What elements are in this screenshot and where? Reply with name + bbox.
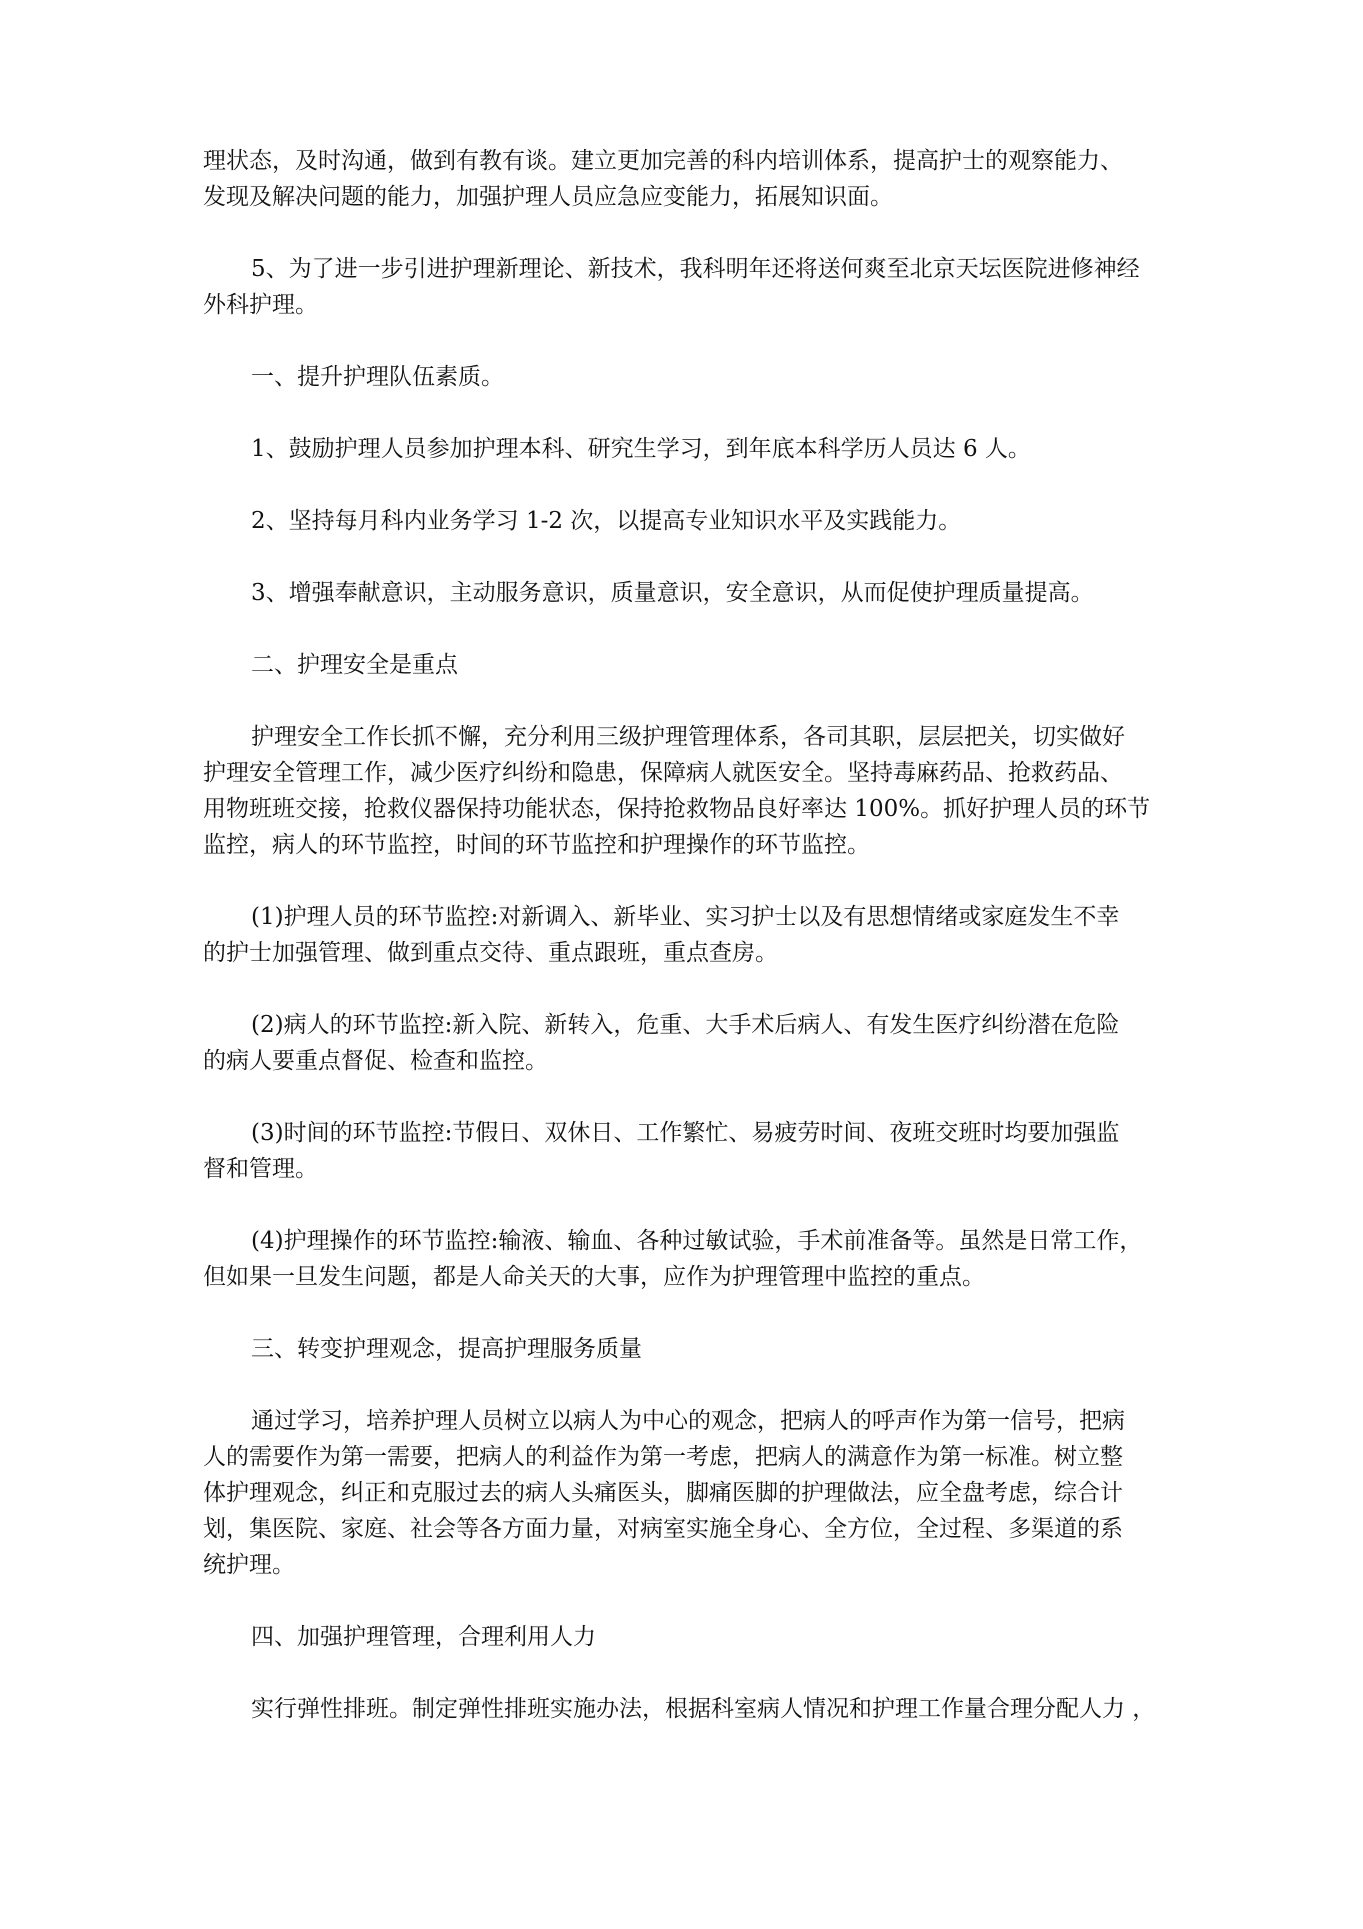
text-line: 统护理。 — [203, 1552, 295, 1578]
text-line: 的病人要重点督促、检查和监控。 — [203, 1048, 548, 1074]
text-line: 人的需要作为第一需要，把病人的利益作为第一考虑，把病人的满意作为第一标准。树立整 — [203, 1444, 1123, 1470]
section-heading — [203, 359, 1181, 395]
text-line: (1)护理人员的环节监控:对新调入、新毕业、实习护士以及有思想情绪或家庭发生不幸 — [251, 904, 1120, 930]
text-line: 四、加强护理管理，合理利用人力 — [251, 1624, 596, 1650]
section-heading — [203, 1619, 1181, 1655]
body-paragraph — [203, 431, 1181, 467]
text-line: 监控，病人的环节监控，时间的环节监控和护理操作的环节监控。 — [203, 832, 870, 858]
text-line: 用物班班交接，抢救仪器保持功能状态，保持抢救物品良好率达 100%。抓好护理人员的环节 — [203, 796, 1151, 822]
body-paragraph — [203, 251, 1181, 323]
body-paragraph — [203, 1115, 1181, 1187]
text-line: 二、护理安全是重点 — [251, 652, 458, 678]
text-line: 三、转变护理观念，提高护理服务质量 — [251, 1336, 642, 1362]
text-line: 一、提升护理队伍素质。 — [251, 364, 504, 390]
document-body — [203, 143, 1181, 1763]
text-line: 划，集医院、家庭、社会等各方面力量，对病室实施全身心、全方位，全过程、多渠道的系 — [203, 1516, 1123, 1542]
text-line: 通过学习，培养护理人员树立以病人为中心的观念，把病人的呼声作为第一信号，把病 — [251, 1408, 1125, 1434]
text-line: 的护士加强管理、做到重点交待、重点跟班，重点查房。 — [203, 940, 778, 966]
text-line: (2)病人的环节监控:新入院、新转入，危重、大手术后病人、有发生医疗纠纷潜在危险 — [251, 1012, 1120, 1038]
text-line: 护理安全工作长抓不懈，充分利用三级护理管理体系，各司其职，层层把关，切实做好 — [251, 724, 1125, 750]
text-line: 1、鼓励护理人员参加护理本科、研究生学习，到年底本科学历人员达 6 人。 — [251, 436, 1031, 462]
text-line: (3)时间的环节监控:节假日、双休日、工作繁忙、易疲劳时间、夜班交班时均要加强监 — [251, 1120, 1120, 1146]
body-paragraph — [203, 1691, 1181, 1727]
text-line: 但如果一旦发生问题，都是人命关天的大事，应作为护理管理中监控的重点。 — [203, 1264, 985, 1290]
text-line: 护理安全管理工作，减少医疗纠纷和隐患，保障病人就医安全。坚持毒麻药品、抢救药品、 — [203, 760, 1123, 786]
text-line: 外科护理。 — [203, 292, 318, 318]
body-paragraph — [203, 719, 1181, 863]
text-line: 发现及解决问题的能力，加强护理人员应急应变能力，拓展知识面。 — [203, 184, 893, 210]
text-line: 5、为了进一步引进护理新理论、新技术，我科明年还将送何爽至北京天坛医院进修神经 — [251, 256, 1140, 282]
body-paragraph — [203, 575, 1181, 611]
body-paragraph — [203, 1007, 1181, 1079]
text-line: 督和管理。 — [203, 1156, 318, 1182]
text-line: 2、坚持每月科内业务学习 1-2 次，以提高专业知识水平及实践能力。 — [251, 508, 962, 534]
text-line: 体护理观念，纠正和克服过去的病人头痛医头，脚痛医脚的护理做法，应全盘考虑，综合计 — [203, 1480, 1123, 1506]
section-heading — [203, 647, 1181, 683]
text-line: 理状态，及时沟通，做到有教有谈。建立更加完善的科内培训体系，提高护士的观察能力、 — [203, 148, 1123, 174]
body-paragraph — [203, 503, 1181, 539]
continuation-paragraph — [203, 143, 1181, 215]
text-line: 3、增强奉献意识，主动服务意识，质量意识，安全意识，从而促使护理质量提高。 — [251, 580, 1094, 606]
body-paragraph — [203, 1403, 1181, 1583]
body-paragraph — [203, 899, 1181, 971]
section-heading — [203, 1331, 1181, 1367]
text-line: 实行弹性排班。制定弹性排班实施办法，根据科室病人情况和护理工作量合理分配人力 ， — [251, 1696, 1156, 1722]
text-line: (4)护理操作的环节监控:输液、输血、各种过敏试验，手术前准备等。虽然是日常工作， — [251, 1228, 1143, 1254]
body-paragraph — [203, 1223, 1181, 1295]
